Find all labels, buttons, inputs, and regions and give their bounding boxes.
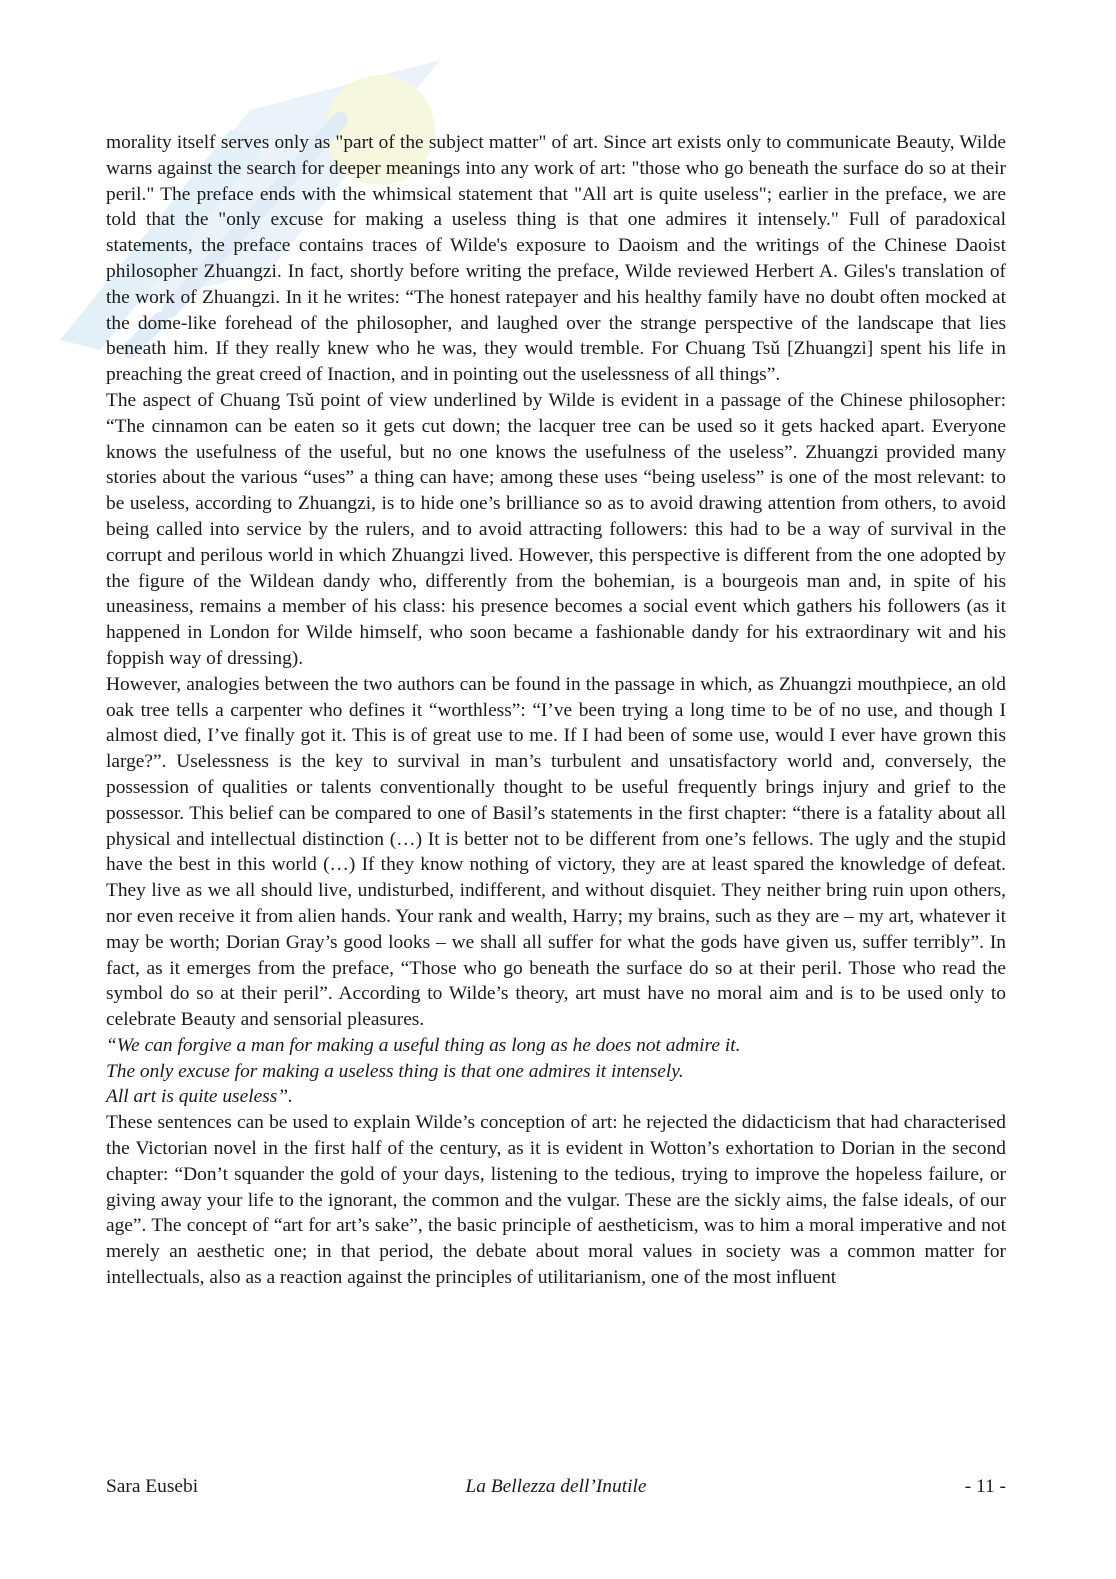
paragraph-2: The aspect of Chuang Tsǔ point of view underlined by Wilde is evident in a passage of the Chinese philosopher: “The cinnamon can be eaten so it gets cut down; the lacquer tree can be used so it gets hacked apart. Everyone knows the usefulness of the useful, but no one knows the usefulness of the useless”. Zhuangzi provided many stories about the various “uses” a thing can have; among these uses “being useless” is one of the most relevant: to be useless, according to Zhuangzi, is to hide one’s brilliance so as to avoid drawing attention from others, to avoid being called into service by the rulers, and to avoid attracting followers: this had to be a way of survival in the corrupt and perilous world in which Zhuangzi lived. However, this perspective is different from the one adopted by the figure of the Wildean dandy who, differently from the bohemian, is a bourgeois man and, in spite of his uneasiness, remains a member of his class: his presence becomes a social event which gathers his followers (as it happened in London for Wilde himself, who soon became a fashionable dandy for his extraordinary wit and his foppish way of dressing). [106,389,1006,669]
paragraph-4: These sentences can be used to explain Wilde’s conception of art: he rejected the didacticism that had characterised the Victorian novel in the first half of the century, as it is evident in Wotton’s exhortation to Dorian in the second chapter: “Don’t squander the gold of your days, listening to the tedious, trying to improve the hopeless failure, or giving away your life to the ignorant, the common and the vulgar. These are the sickly aims, the false ideals, of our age”. The concept of “art for art’s sake”, the basic principle of aestheticism, was to him a moral imperative and not merely an aesthetic one; in that period, the debate about moral values in society was a common matter for intellectuals, also as a reaction against the principles of utilitarianism, one of the most influent [106,1112,1006,1289]
paragraph-3: However, analogies between the two authors can be found in the passage in which, as Zhuangzi mouthpiece, an old oak tree tells a carpenter who defines it “worthless”: “I’ve been trying a long time to be of no use, and though I almost died, I’ve finally got it. This is of great use to me. If I had been of some use, would I ever have grown this large?”. Uselessness is the key to survival in man’s turbulent and unsatisfactory world and, conversely, the possession of qualities or talents conventionally thought to be useful frequently brings injury and grief to the possessor. This belief can be compared to one of Basil’s statements in the first chapter: “there is a fatality about all physical and intellectual distinction (…) It is better not to be different from one’s fellows. The ugly and the stupid have the best in this world (…) If they know nothing of victory, they are at least spared the knowledge of defeat. They live as we all should live, undisturbed, indifferent, and without disquiet. They neither bring ruin upon others, nor even receive it from alien hands. Your rank and wealth, Harry; my brains, such as they are – my art, whatever it may be worth; Dorian Gray’s good looks – we shall all suffer for what the gods have given us, suffer terribly”. In fact, as it emerges from the preface, “Those who go beneath the surface do so at their peril. Those who read the symbol do so at their peril”. According to Wilde’s theory, art must have no moral aim and is to be used only to celebrate Beauty and sensorial pleasures. [106,673,1006,1031]
footer-page-number: - 11 - [964,1476,1006,1497]
footer-title: La Bellezza dell’Inutile [465,1476,647,1497]
quote-line-3: All art is quite useless”. [106,1086,293,1108]
quote-line-2: The only excuse for making a useless thing is that one admires it intensely. [106,1060,684,1082]
paragraph-1: morality itself serves only as "part of the subject matter" of art. Since art exists only to communicate Beauty, Wilde warns against the search for deeper meanings into any work of art: "those who go beneath the surface do so at their peril." The preface ends with the whimsical statement that "All art is quite useless"; earlier in the preface, we are told that the "only excuse for making a useless thing is that one admires it intensely." Full of paradoxical statements, the preface contains traces of Wilde's exposure to Daoism and the writings of the Chinese Daoist philosopher Zhuangzi. In fact, shortly before writing the preface, Wilde reviewed Herbert A. Giles's translation of the work of Zhuangzi. In it he writes: “The honest ratepayer and his healthy family have no doubt often mocked at the dome-like forehead of the philosopher, and laughed over the strange perspective of the landscape that lies beneath him. If they really knew who he was, they would tremble. For Chuang Tsǔ [Zhuangzi] spent his life in preaching the great creed of Inaction, and in pointing out the uselessness of all things”. [106,132,1006,386]
body-text [106,130,1006,1291]
quote-line-1: “We can forgive a man for making a useful thing as long as he does not admire it. [106,1034,741,1056]
page-footer [106,1476,1006,1504]
footer-author: Sara Eusebi [106,1476,199,1497]
